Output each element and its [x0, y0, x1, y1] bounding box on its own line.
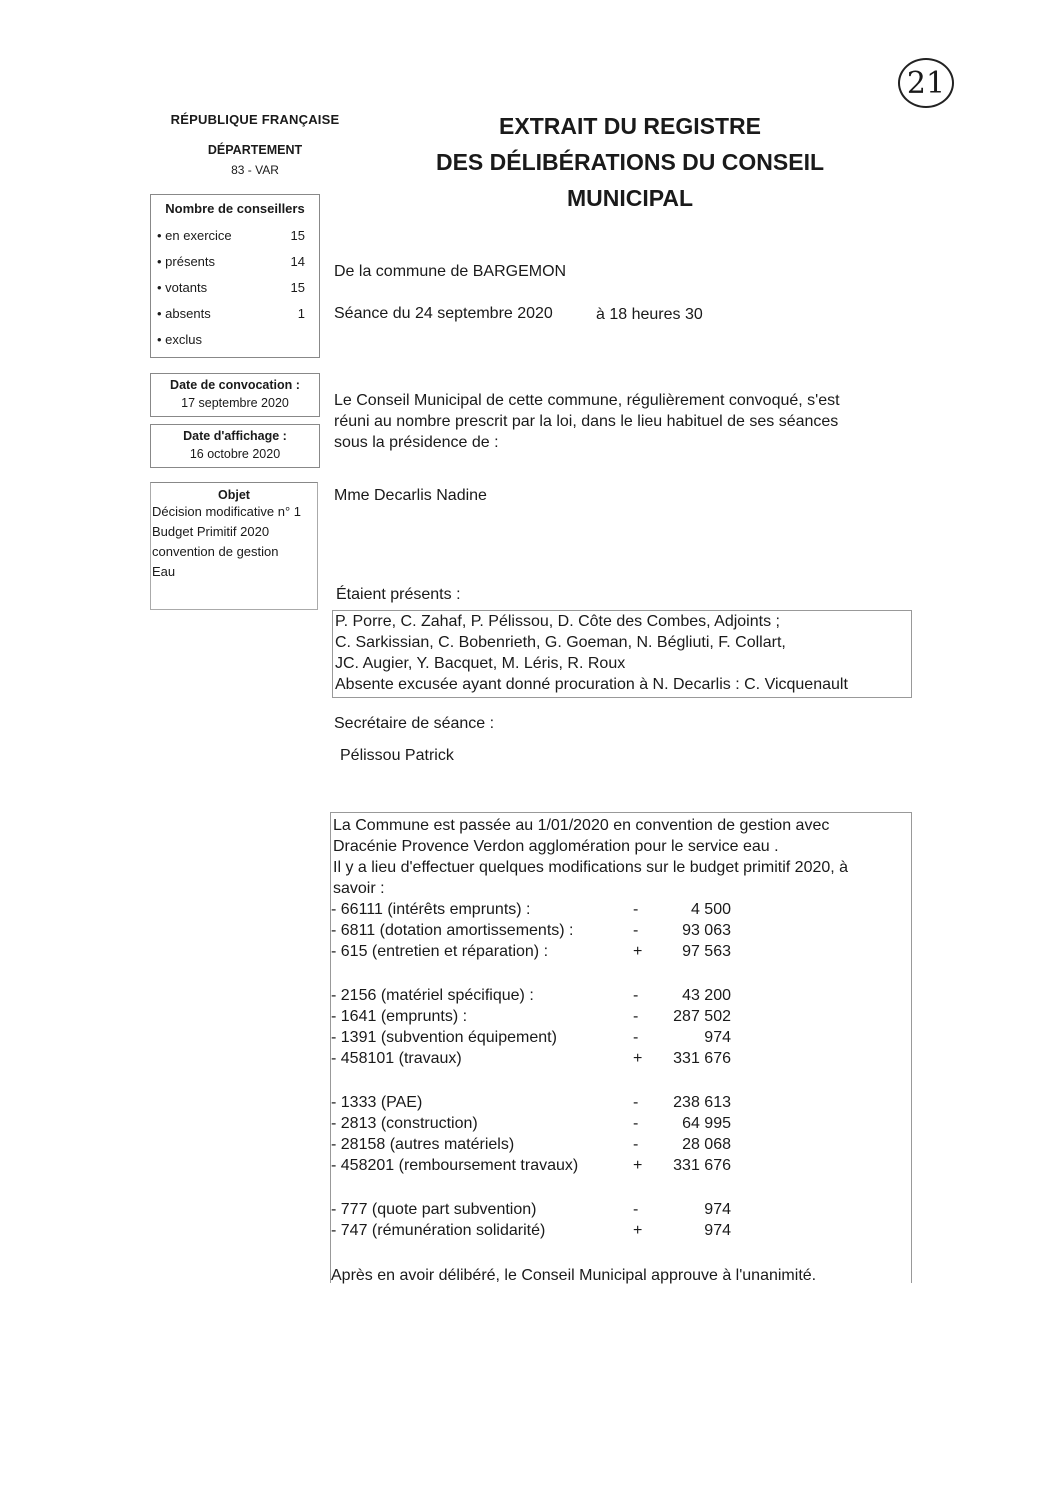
title-line-3: MUNICIPAL [566, 185, 694, 211]
budget-line [331, 1134, 731, 1155]
budget-line-sign: - [633, 1094, 639, 1111]
budget-line-label: - 777 (quote part subvention) [331, 1201, 537, 1218]
republic-label: RÉPUBLIQUE FRANÇAISE [170, 112, 340, 127]
budget-line-sign: - [633, 901, 639, 918]
budget-line-label: - 28158 (autres matériels) [331, 1136, 515, 1153]
stat-row-presents [157, 254, 305, 269]
stat-value: 14 [290, 254, 305, 269]
budget-line-label: - 6811 (dotation amortissements) : [331, 922, 574, 939]
budget-line-label: - 615 (entretien et réparation) : [331, 943, 549, 960]
budget-line-amount: 331 676 [673, 1157, 731, 1174]
budget-line-amount: 974 [704, 1201, 731, 1218]
budget-line [331, 1155, 731, 1176]
objet-box [150, 482, 318, 610]
decision-intro [333, 815, 909, 899]
decision-box [330, 812, 912, 1283]
stat-value: 15 [290, 280, 305, 295]
budget-line [331, 1006, 731, 1027]
convocation-box [150, 373, 320, 417]
decision-conclusion: Après en avoir délibéré, le Conseil Municipal approuve à l'unanimité. [331, 1267, 817, 1284]
budget-line [331, 1113, 731, 1134]
budget-line-sign: - [633, 1008, 639, 1025]
budget-line [331, 1027, 731, 1048]
title-line-1: EXTRAIT DU REGISTRE [499, 113, 761, 139]
page-number: 21 [898, 58, 954, 108]
stat-row-absents [157, 306, 305, 321]
budget-line-label: - 747 (rémunération solidarité) [331, 1222, 546, 1239]
budget-line-sign: + [633, 1157, 643, 1174]
present-line: P. Porre, C. Zahaf, P. Pélissou, D. Côte des Combes, Adjoints ; [335, 613, 780, 630]
present-line: Absente excusée ayant donné procuration à N. Decarlis : C. Vicquenault [335, 676, 848, 693]
department-label: DÉPARTEMENT [207, 143, 303, 157]
budget-line-label: - 2813 (construction) [331, 1115, 478, 1132]
budget-line-sign: - [633, 1029, 639, 1046]
stat-row-votants [157, 280, 305, 295]
convocation-label: Date de convocation : [170, 378, 300, 392]
decision-intro-line: Dracénie Provence Verdon agglomération pour le service eau . [333, 838, 779, 855]
convocation-date: 17 septembre 2020 [181, 396, 289, 410]
budget-line-amount: 974 [704, 1029, 731, 1046]
budget-line [331, 1048, 731, 1069]
stat-label: • en exercice [157, 228, 232, 243]
affichage-date: 16 octobre 2020 [189, 447, 281, 461]
present-label: Étaient présents : [336, 586, 461, 603]
stat-label: • votants [157, 280, 208, 295]
present-members-box [332, 610, 912, 698]
councillors-heading: Nombre de conseillers [165, 201, 305, 216]
budget-line [331, 985, 731, 1006]
budget-line-sign: + [633, 1222, 643, 1239]
secretary-label: Secrétaire de séance : [334, 715, 495, 732]
stat-label: • présents [157, 254, 216, 269]
secretary-name: Pélissou Patrick [340, 747, 454, 764]
session-time: à 18 heures 30 [596, 306, 703, 323]
budget-line-amount: 28 068 [682, 1136, 731, 1153]
decision-intro-line: savoir : [333, 880, 385, 897]
budget-line-sign: + [633, 943, 643, 960]
budget-line-sign: - [633, 987, 639, 1004]
decision-intro-line: La Commune est passée au 1/01/2020 en convention de gestion avec [333, 817, 830, 834]
stat-value: 15 [290, 228, 305, 243]
budget-line-amount: 43 200 [682, 987, 731, 1004]
budget-line-label: - 458201 (remboursement travaux) [331, 1157, 579, 1174]
objet-label: Objet [218, 488, 250, 502]
budget-line [331, 899, 731, 920]
session-date: Séance du 24 septembre 2020 [334, 305, 553, 322]
commune-line: De la commune de BARGEMON [334, 263, 567, 280]
budget-line-label: - 1333 (PAE) [331, 1094, 423, 1111]
stat-row-exclus [157, 332, 305, 347]
budget-line-label: - 458101 (travaux) [331, 1050, 462, 1067]
budget-line-sign: - [633, 922, 639, 939]
budget-line [331, 941, 731, 962]
budget-line-amount: 238 613 [673, 1094, 731, 1111]
budget-line [331, 1199, 731, 1220]
budget-line-sign: - [633, 1115, 639, 1132]
present-line: JC. Augier, Y. Bacquet, M. Léris, R. Roux [335, 655, 626, 672]
objet-text: Décision modificative n° 1 Budget Primitif 2020 convention de gestion Eau [152, 504, 301, 579]
budget-line-amount: 64 995 [682, 1115, 731, 1132]
stat-row-exercice [157, 228, 305, 243]
intro-line: réuni au nombre prescrit par la loi, dans le lieu habituel de ses séances [334, 413, 839, 430]
budget-line [331, 1092, 731, 1113]
stat-value: 1 [297, 306, 305, 321]
budget-line-amount: 331 676 [673, 1050, 731, 1067]
budget-line-sign: + [633, 1050, 643, 1067]
budget-line-sign: - [633, 1201, 639, 1218]
budget-line-amount: 4 500 [690, 901, 731, 918]
affichage-label: Date d'affichage : [183, 429, 287, 443]
budget-line-amount: 97 563 [682, 943, 731, 960]
budget-line-amount: 287 502 [673, 1008, 731, 1025]
intro-line: sous la présidence de : [334, 434, 499, 451]
budget-line-label: - 2156 (matériel spécifique) : [331, 987, 534, 1004]
decision-intro-line: Il y a lieu d'effectuer quelques modifications sur le budget primitif 2020, à [333, 859, 849, 876]
budget-line-label: - 66111 (intérêts emprunts) : [331, 901, 531, 918]
budget-line [331, 920, 731, 941]
budget-line-label: - 1641 (emprunts) : [331, 1008, 468, 1025]
department-value: 83 - VAR [231, 163, 279, 177]
budget-line-sign: - [633, 1136, 639, 1153]
councillors-box [150, 194, 320, 358]
budget-line-amount: 93 063 [682, 922, 731, 939]
stat-label: • exclus [157, 332, 203, 347]
affichage-box [150, 424, 320, 468]
stat-label: • absents [157, 306, 211, 321]
title-line-2: DES DÉLIBÉRATIONS DU CONSEIL [435, 149, 825, 175]
document-title [400, 108, 860, 216]
budget-line-amount: 974 [704, 1222, 731, 1239]
budget-line-label: - 1391 (subvention équipement) [331, 1029, 557, 1046]
convocation-intro [334, 390, 894, 453]
president-name: Mme Decarlis Nadine [334, 487, 487, 504]
intro-line: Le Conseil Municipal de cette commune, régulièrement convoqué, s'est [334, 392, 840, 409]
present-line: C. Sarkissian, C. Bobenrieth, G. Goeman, N. Bégliuti, F. Collart, [335, 634, 786, 651]
budget-line [331, 1220, 731, 1241]
